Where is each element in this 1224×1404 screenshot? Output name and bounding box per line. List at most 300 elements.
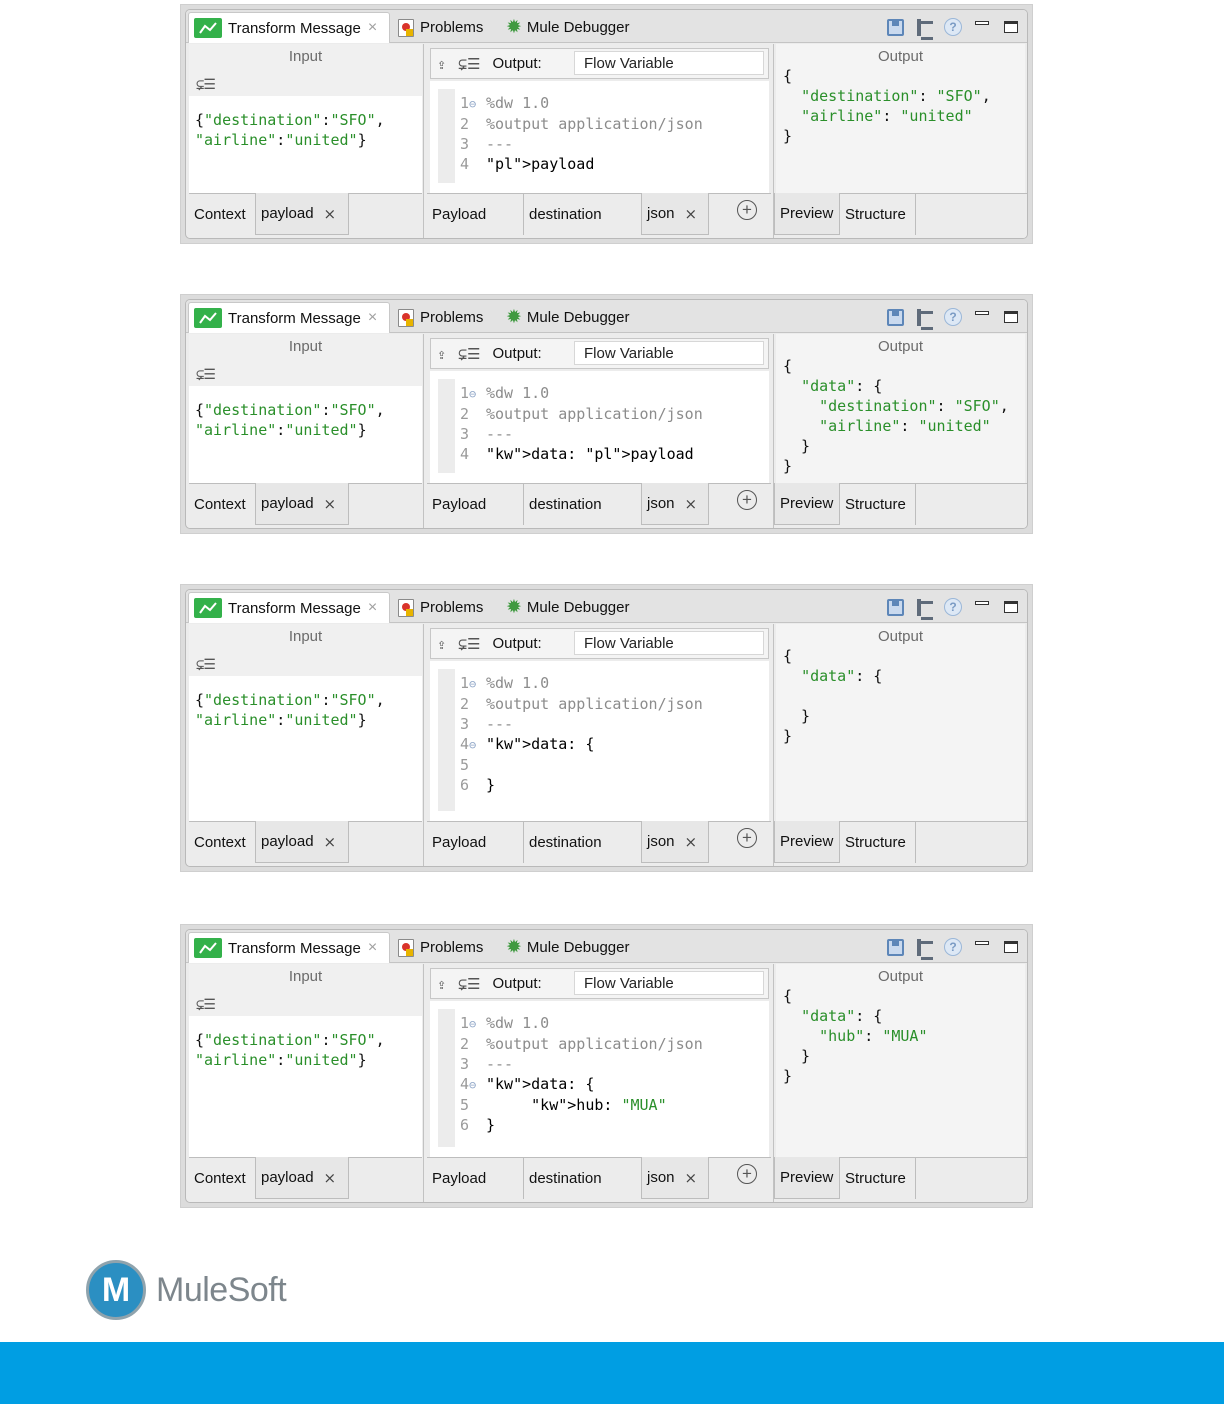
column-divider[interactable]: [423, 44, 424, 238]
mapping-icon[interactable]: ⊊☰: [196, 77, 215, 93]
tab-transform-message-label: Transform Message: [228, 309, 361, 327]
view-toolbar: [885, 306, 1021, 328]
minimize-button[interactable]: [972, 17, 992, 37]
input-heading: Input: [288, 628, 323, 645]
tab-transform-message[interactable]: [188, 932, 390, 963]
tab-problems[interactable]: [398, 302, 483, 333]
close-icon[interactable]: ×: [367, 19, 378, 36]
tab-preview-label: Preview: [780, 1169, 834, 1186]
output-target-select[interactable]: Flow Variable: [574, 51, 764, 75]
mapping-icon[interactable]: ⊊☰: [458, 634, 481, 653]
code-line: 6 }: [460, 1116, 496, 1134]
input-header: [189, 964, 422, 1016]
fold-icon[interactable]: ⊖: [469, 677, 477, 691]
tab-problems[interactable]: [398, 12, 483, 43]
code-line: 2 %output application/json: [460, 1035, 703, 1053]
tab-destination-label: destination: [529, 833, 602, 851]
tab-structure[interactable]: [840, 821, 916, 863]
input-json-line: {"destination":"SFO",: [195, 111, 385, 129]
tab-input-payload[interactable]: [255, 483, 349, 525]
output-column: [774, 44, 1027, 238]
tab-problems-label: Problems: [420, 599, 484, 616]
input-json-line: {"destination":"SFO",: [195, 691, 385, 709]
column-divider[interactable]: [423, 964, 424, 1202]
output-preview-json: [783, 646, 882, 746]
input-tabs: [189, 483, 422, 528]
code-line: 2 %output application/json: [460, 695, 703, 713]
input-sample-json[interactable]: [195, 1030, 385, 1070]
output-tabs: [774, 821, 1027, 866]
problems-icon: [398, 599, 414, 617]
close-icon[interactable]: ⨯: [684, 833, 698, 851]
input-json-line: "airline":"united"}: [195, 1051, 367, 1069]
editor-gutter: [438, 379, 455, 473]
transform-message-panel: [180, 4, 1033, 244]
fold-icon[interactable]: ⊖: [469, 387, 477, 401]
code-line: 1⊖ %dw 1.0: [460, 384, 550, 402]
input-header: [189, 44, 422, 96]
tab-destination[interactable]: [523, 821, 641, 863]
maximize-icon: [1004, 941, 1018, 953]
tab-structure[interactable]: [840, 193, 916, 235]
code-line: 3 ---: [460, 135, 514, 153]
line-number: 6: [460, 1116, 470, 1134]
tab-structure-label: Structure: [845, 495, 906, 513]
code-lines: [460, 1013, 703, 1135]
script-tabs: [427, 483, 771, 528]
tab-json-label: json: [647, 495, 675, 512]
maximize-icon: [1004, 311, 1018, 323]
panel-content: [186, 964, 1027, 1202]
transform-message-icon: [194, 938, 222, 958]
tab-structure-label: Structure: [845, 1169, 906, 1187]
save-icon-button[interactable]: [885, 307, 905, 327]
input-column: [189, 964, 422, 1202]
mulesoft-mark-icon: [86, 1260, 146, 1320]
problems-icon: [398, 939, 414, 957]
input-tabs: [189, 821, 422, 866]
input-area: [189, 44, 422, 193]
output-json-line: {: [783, 647, 793, 665]
tab-transform-message[interactable]: [188, 302, 390, 333]
tree-view-button[interactable]: [914, 597, 934, 617]
output-json-line: }: [783, 727, 793, 745]
close-icon[interactable]: ×: [367, 599, 378, 616]
add-tab-icon[interactable]: +: [737, 200, 757, 220]
help-icon: ?: [944, 308, 962, 326]
bug-icon: ✹: [506, 17, 522, 38]
tab-input-payload[interactable]: [255, 1157, 349, 1199]
fold-icon[interactable]: ⊖: [469, 1078, 477, 1092]
close-icon[interactable]: ⨯: [323, 205, 337, 223]
code-line: 2 %output application/json: [460, 115, 703, 133]
fold-icon[interactable]: ⊖: [469, 1017, 477, 1031]
mulesoft-logo: [86, 1260, 286, 1320]
close-icon[interactable]: ×: [367, 939, 378, 956]
close-icon[interactable]: ⨯: [323, 833, 337, 851]
tab-input-payload[interactable]: [255, 193, 349, 235]
code-lines: [460, 673, 703, 795]
close-icon[interactable]: ⨯: [684, 205, 698, 223]
save-icon-button[interactable]: [885, 597, 905, 617]
panel-frame: [185, 299, 1028, 529]
code-lines: [460, 93, 703, 174]
tab-payload[interactable]: [427, 483, 523, 525]
tab-destination-label: destination: [529, 205, 602, 223]
help-button[interactable]: [943, 937, 963, 957]
input-heading: Input: [288, 338, 323, 355]
tab-transform-message[interactable]: [188, 12, 390, 43]
tab-transform-message-label: Transform Message: [228, 939, 361, 957]
tab-payload-label: Payload: [432, 833, 487, 851]
tab-preview[interactable]: [774, 193, 840, 235]
input-header: [189, 334, 422, 386]
tab-preview[interactable]: [774, 1157, 840, 1199]
tab-context[interactable]: [189, 821, 255, 863]
code-line: 4 "kw">data: "pl">payload: [460, 445, 694, 463]
tab-problems[interactable]: [398, 932, 483, 963]
panel-frame: [185, 929, 1028, 1203]
close-icon[interactable]: ⨯: [323, 1169, 337, 1187]
tab-context-label: Context: [194, 833, 246, 851]
tab-mule-debugger-label: Mule Debugger: [526, 19, 630, 36]
minimize-button[interactable]: [972, 597, 992, 617]
mapping-icon[interactable]: ⊊☰: [196, 657, 215, 673]
close-icon[interactable]: ⨯: [684, 1169, 698, 1187]
output-json-line: }: [783, 457, 793, 475]
tab-mule-debugger-label: Mule Debugger: [526, 309, 630, 326]
tab-preview[interactable]: [774, 821, 840, 863]
tab-context[interactable]: [189, 1157, 255, 1199]
add-tab-icon[interactable]: +: [737, 828, 757, 848]
transform-message-icon: [194, 598, 222, 618]
maximize-icon: [1004, 21, 1018, 33]
tab-input-payload-label: payload: [261, 495, 314, 512]
output-json-line: "destination": "SFO",: [819, 397, 1009, 415]
code-lines: [460, 383, 703, 464]
tab-mule-debugger[interactable]: [506, 592, 629, 623]
tab-preview-label: Preview: [780, 495, 834, 512]
line-number: 4⊖: [460, 735, 477, 753]
output-column: [774, 964, 1027, 1202]
line-number: 6: [460, 776, 470, 794]
tab-transform-message[interactable]: [188, 592, 390, 623]
export-icon[interactable]: ⇪: [437, 634, 447, 653]
view-tab-bar: [186, 590, 1027, 623]
output-json-line: "data": {: [801, 1007, 883, 1025]
dataweave-editor[interactable]: [430, 1001, 769, 1157]
output-json-line: "destination": "SFO",: [801, 87, 991, 105]
panel-content: [186, 44, 1027, 238]
tab-context[interactable]: [189, 483, 255, 525]
add-tab-icon[interactable]: +: [737, 1164, 757, 1184]
tab-context-label: Context: [194, 205, 246, 223]
mapping-icon[interactable]: ⊊☰: [196, 997, 215, 1013]
maximize-button[interactable]: [1001, 307, 1021, 327]
help-button[interactable]: [943, 307, 963, 327]
tab-input-payload-label: payload: [261, 205, 314, 222]
input-heading: Input: [288, 968, 323, 985]
output-json-line: }: [783, 1047, 811, 1065]
maximize-icon: [1004, 601, 1018, 613]
tree-icon: [916, 19, 933, 36]
line-number: 3: [460, 425, 470, 443]
output-heading: Output: [877, 968, 924, 985]
save-icon-button[interactable]: [885, 17, 905, 37]
script-column: [427, 964, 771, 1202]
minimize-button[interactable]: [972, 937, 992, 957]
tab-problems[interactable]: [398, 592, 483, 623]
close-icon[interactable]: ×: [367, 309, 378, 326]
tab-payload[interactable]: [427, 1157, 523, 1199]
output-target-select[interactable]: Flow Variable: [574, 631, 764, 655]
tree-view-button[interactable]: [914, 307, 934, 327]
tree-icon: [916, 599, 933, 616]
tab-structure-label: Structure: [845, 833, 906, 851]
script-tabs: [427, 821, 771, 866]
transform-message-panel: [180, 584, 1033, 872]
code-line: 3 ---: [460, 1055, 514, 1073]
tab-mule-debugger-label: Mule Debugger: [526, 939, 630, 956]
mapping-icon[interactable]: ⊊☰: [458, 344, 481, 363]
output-target-label: Output:: [492, 635, 542, 652]
line-number: 2: [460, 1035, 470, 1053]
input-sample-json[interactable]: [195, 110, 385, 150]
tab-structure[interactable]: [840, 483, 916, 525]
input-area: [189, 334, 422, 483]
line-number: 3: [460, 135, 470, 153]
output-tabs: [774, 193, 1027, 238]
code-line: 4⊖ "kw">data: {: [460, 735, 595, 753]
help-icon: ?: [944, 598, 962, 616]
output-preview-area: [776, 334, 1025, 483]
view-tab-bar: [186, 300, 1027, 333]
tree-icon: [916, 309, 933, 326]
output-json-line: }: [783, 127, 793, 145]
minimize-button[interactable]: [972, 307, 992, 327]
tab-payload[interactable]: [427, 821, 523, 863]
code-line: 3 ---: [460, 715, 514, 733]
line-number: 1⊖: [460, 384, 477, 402]
mulesoft-wordmark: MuleSoft: [156, 1270, 287, 1309]
tab-context[interactable]: [189, 193, 255, 235]
help-button[interactable]: [943, 17, 963, 37]
line-number: 5: [460, 1096, 470, 1114]
panel-frame: [185, 9, 1028, 239]
tab-mule-debugger[interactable]: [506, 12, 629, 43]
tab-json[interactable]: [641, 1157, 709, 1199]
tab-mule-debugger-label: Mule Debugger: [526, 599, 630, 616]
input-json-line: "airline":"united"}: [195, 131, 367, 149]
tab-payload[interactable]: [427, 193, 523, 235]
input-sample-json[interactable]: [195, 690, 385, 730]
mapping-icon[interactable]: ⊊☰: [196, 367, 215, 383]
help-icon: ?: [944, 938, 962, 956]
input-area: [189, 624, 422, 821]
input-header: [189, 624, 422, 676]
tab-mule-debugger[interactable]: [506, 932, 629, 963]
close-icon[interactable]: ⨯: [323, 495, 337, 513]
tab-json[interactable]: [641, 821, 709, 863]
view-toolbar: [885, 16, 1021, 38]
output-heading: Output: [877, 338, 924, 355]
output-tabs: [774, 483, 1027, 528]
panel-content: [186, 334, 1027, 528]
script-column: [427, 44, 771, 238]
bug-icon: ✹: [506, 307, 522, 328]
tab-transform-message-label: Transform Message: [228, 599, 361, 617]
tab-input-payload-label: payload: [261, 1169, 314, 1186]
fold-icon[interactable]: ⊖: [469, 97, 477, 111]
mapping-icon[interactable]: ⊊☰: [458, 974, 481, 993]
script-column: [427, 334, 771, 528]
save-icon-button[interactable]: [885, 937, 905, 957]
tab-input-payload[interactable]: [255, 821, 349, 863]
output-json-line: }: [783, 437, 811, 455]
save-icon: [887, 19, 904, 36]
output-tabs: [774, 1157, 1027, 1202]
export-icon[interactable]: ⇪: [437, 54, 447, 73]
tab-problems-label: Problems: [420, 939, 484, 956]
bug-icon: ✹: [506, 597, 522, 618]
output-json-line: {: [783, 357, 793, 375]
code-line: 1⊖ %dw 1.0: [460, 674, 550, 692]
add-tab-icon[interactable]: +: [737, 490, 757, 510]
output-preview-area: [776, 624, 1025, 821]
column-divider[interactable]: [423, 334, 424, 528]
problems-icon: [398, 309, 414, 327]
line-number: 2: [460, 695, 470, 713]
output-json-line: "data": {: [801, 377, 883, 395]
line-number: 2: [460, 115, 470, 133]
input-column: [189, 44, 422, 238]
output-json-line: }: [783, 1067, 793, 1085]
editor-gutter: [438, 1009, 455, 1147]
line-number: 3: [460, 715, 470, 733]
output-json-line: {: [783, 987, 793, 1005]
transform-message-panel: [180, 294, 1033, 534]
minimize-icon: [975, 21, 989, 25]
save-icon: [887, 599, 904, 616]
output-column: [774, 334, 1027, 528]
code-line: 2 %output application/json: [460, 405, 703, 423]
output-target-select[interactable]: Flow Variable: [574, 971, 764, 995]
tab-structure[interactable]: [840, 1157, 916, 1199]
tab-preview-label: Preview: [780, 205, 834, 222]
close-icon[interactable]: ⨯: [684, 495, 698, 513]
input-json-line: {"destination":"SFO",: [195, 1031, 385, 1049]
tab-json-label: json: [647, 205, 675, 222]
tab-problems-label: Problems: [420, 309, 484, 326]
minimize-icon: [975, 941, 989, 945]
tab-payload-label: Payload: [432, 495, 487, 513]
input-column: [189, 624, 422, 866]
tab-payload-label: Payload: [432, 205, 487, 223]
input-json-line: {"destination":"SFO",: [195, 401, 385, 419]
tab-destination-label: destination: [529, 495, 602, 513]
transform-message-panel: [180, 924, 1033, 1208]
editor-gutter: [438, 669, 455, 811]
tab-json-label: json: [647, 833, 675, 850]
output-preview-json: [783, 356, 1009, 476]
output-target-label: Output:: [492, 975, 542, 992]
input-json-line: "airline":"united"}: [195, 711, 367, 729]
tab-context-label: Context: [194, 1169, 246, 1187]
tab-preview[interactable]: [774, 483, 840, 525]
tab-input-payload-label: payload: [261, 833, 314, 850]
script-tabs: [427, 193, 771, 238]
input-area: [189, 964, 422, 1157]
tree-view-button[interactable]: [914, 17, 934, 37]
problems-icon: [398, 19, 414, 37]
tab-json[interactable]: [641, 483, 709, 525]
column-divider[interactable]: [423, 624, 424, 866]
tab-payload-label: Payload: [432, 1169, 487, 1187]
output-heading: Output: [877, 628, 924, 645]
line-number: 1⊖: [460, 94, 477, 112]
code-line: 3 ---: [460, 425, 514, 443]
dataweave-editor[interactable]: [430, 661, 769, 821]
tab-context-label: Context: [194, 495, 246, 513]
output-preview-area: [776, 964, 1025, 1157]
output-preview-json: [783, 66, 991, 146]
script-column: [427, 624, 771, 866]
tab-preview-label: Preview: [780, 833, 834, 850]
output-json-line: }: [783, 707, 811, 725]
view-toolbar: [885, 596, 1021, 618]
export-icon[interactable]: ⇪: [437, 974, 447, 993]
output-target-label: Output:: [492, 345, 542, 362]
output-target-select[interactable]: Flow Variable: [574, 341, 764, 365]
tab-destination[interactable]: [523, 193, 641, 235]
output-json-line: "airline": "united": [819, 417, 991, 435]
tab-destination[interactable]: [523, 483, 641, 525]
tab-json[interactable]: [641, 193, 709, 235]
code-line: 1⊖ %dw 1.0: [460, 94, 550, 112]
transform-message-icon: [194, 308, 222, 328]
mapping-icon[interactable]: ⊊☰: [458, 54, 481, 73]
tab-mule-debugger[interactable]: [506, 302, 629, 333]
view-tab-bar: [186, 10, 1027, 43]
footer-band: [0, 1342, 1224, 1404]
output-json-line: [783, 686, 882, 706]
output-target-label: Output:: [492, 55, 542, 72]
output-json-line: "airline": "united": [801, 107, 973, 125]
mulesoft-mark-letter: M: [101, 1270, 131, 1309]
export-icon[interactable]: ⇪: [437, 344, 447, 363]
maximize-button[interactable]: [1001, 597, 1021, 617]
tree-view-button[interactable]: [914, 937, 934, 957]
script-toolbar: [430, 48, 769, 79]
dataweave-editor[interactable]: [430, 371, 769, 483]
editor-gutter: [438, 89, 455, 183]
input-sample-json[interactable]: [195, 400, 385, 440]
fold-icon[interactable]: ⊖: [469, 738, 477, 752]
maximize-button[interactable]: [1001, 17, 1021, 37]
input-json-line: "airline":"united"}: [195, 421, 367, 439]
maximize-button[interactable]: [1001, 937, 1021, 957]
code-line: 4 "pl">payload: [460, 155, 595, 173]
view-tab-bar: [186, 930, 1027, 963]
dataweave-editor[interactable]: [430, 81, 769, 193]
line-number: 5: [460, 756, 470, 774]
help-button[interactable]: [943, 597, 963, 617]
script-tabs: [427, 1157, 771, 1202]
tab-destination[interactable]: [523, 1157, 641, 1199]
panel-frame: [185, 589, 1028, 867]
script-toolbar: [430, 338, 769, 369]
input-column: [189, 334, 422, 528]
